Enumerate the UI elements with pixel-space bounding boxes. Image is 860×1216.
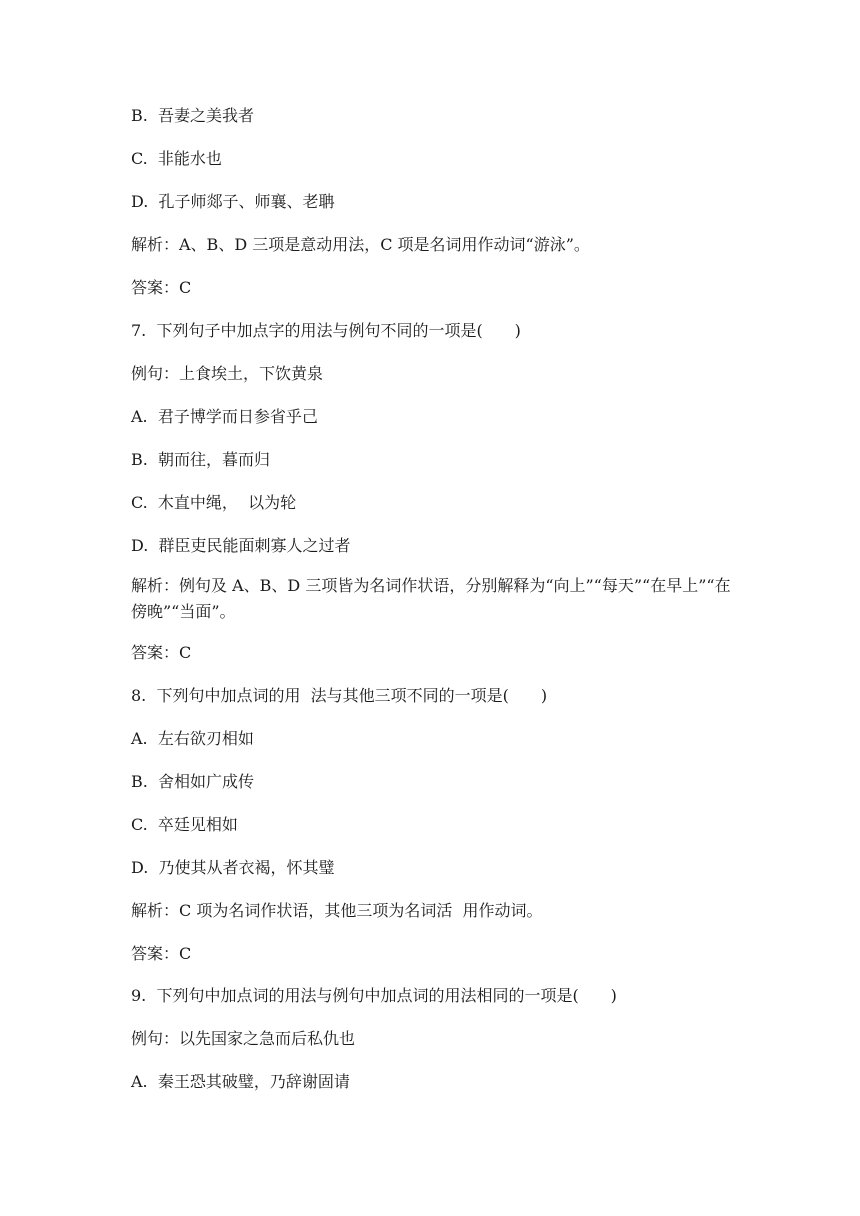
option-c-q7: C. 木直中绳， 以为轮 (131, 493, 297, 512)
option-d-q6: D. 孔子师郯子、师襄、老聃 (131, 192, 335, 211)
example-q9: 例句：以先国家之急而后私仇也 (131, 1029, 356, 1048)
option-b-q8: B. 舍相如广成传 (131, 772, 255, 791)
option-c-q8: C. 卒廷见相如 (131, 815, 238, 834)
question-8: 8. 下列句中加点词的用 法与其他三项不同的一项是( ) (131, 686, 548, 705)
option-b-q7: B. 朝而往，暮而归 (131, 450, 271, 469)
answer-q7: 答案：C (131, 643, 192, 662)
option-a-q9: A. 秦王恐其破璧，乃辞谢固请 (131, 1072, 350, 1091)
option-a-q8: A. 左右欲刃相如 (131, 729, 254, 748)
answer-q6: 答案：C (131, 278, 192, 297)
question-9: 9. 下列句中加点词的用法与例句中加点词的用法相同的一项是( ) (131, 986, 617, 1005)
option-a-q7: A. 君子博学而日参省乎己 (131, 407, 318, 426)
option-d-q7: D. 群臣吏民能面刺寡人之过者 (131, 536, 351, 555)
option-c-q6: C. 非能水也 (131, 149, 222, 168)
option-d-q8: D. 乃使其从者衣褐，怀其璧 (131, 858, 335, 877)
analysis-q8: 解析：C 项为名词作状语，其他三项为名词活 用作动词。 (131, 901, 543, 920)
analysis-q6: 解析：A、B、D 三项是意动用法，C 项是名词用作动词“游泳”。 (131, 235, 590, 254)
example-q7: 例句：上食埃土，下饮黄泉 (131, 364, 324, 383)
analysis-q7: 解析：例句及 A、B、D 三项皆为名词作状语，分别解释为“向上”“每天”“在早上”“在傍晚”“当面”。 (131, 576, 731, 621)
option-b-q6: B. 吾妻之美我者 (131, 106, 255, 125)
answer-q8: 答案：C (131, 944, 192, 963)
question-7: 7. 下列句子中加点字的用法与例句不同的一项是( ) (131, 321, 521, 340)
